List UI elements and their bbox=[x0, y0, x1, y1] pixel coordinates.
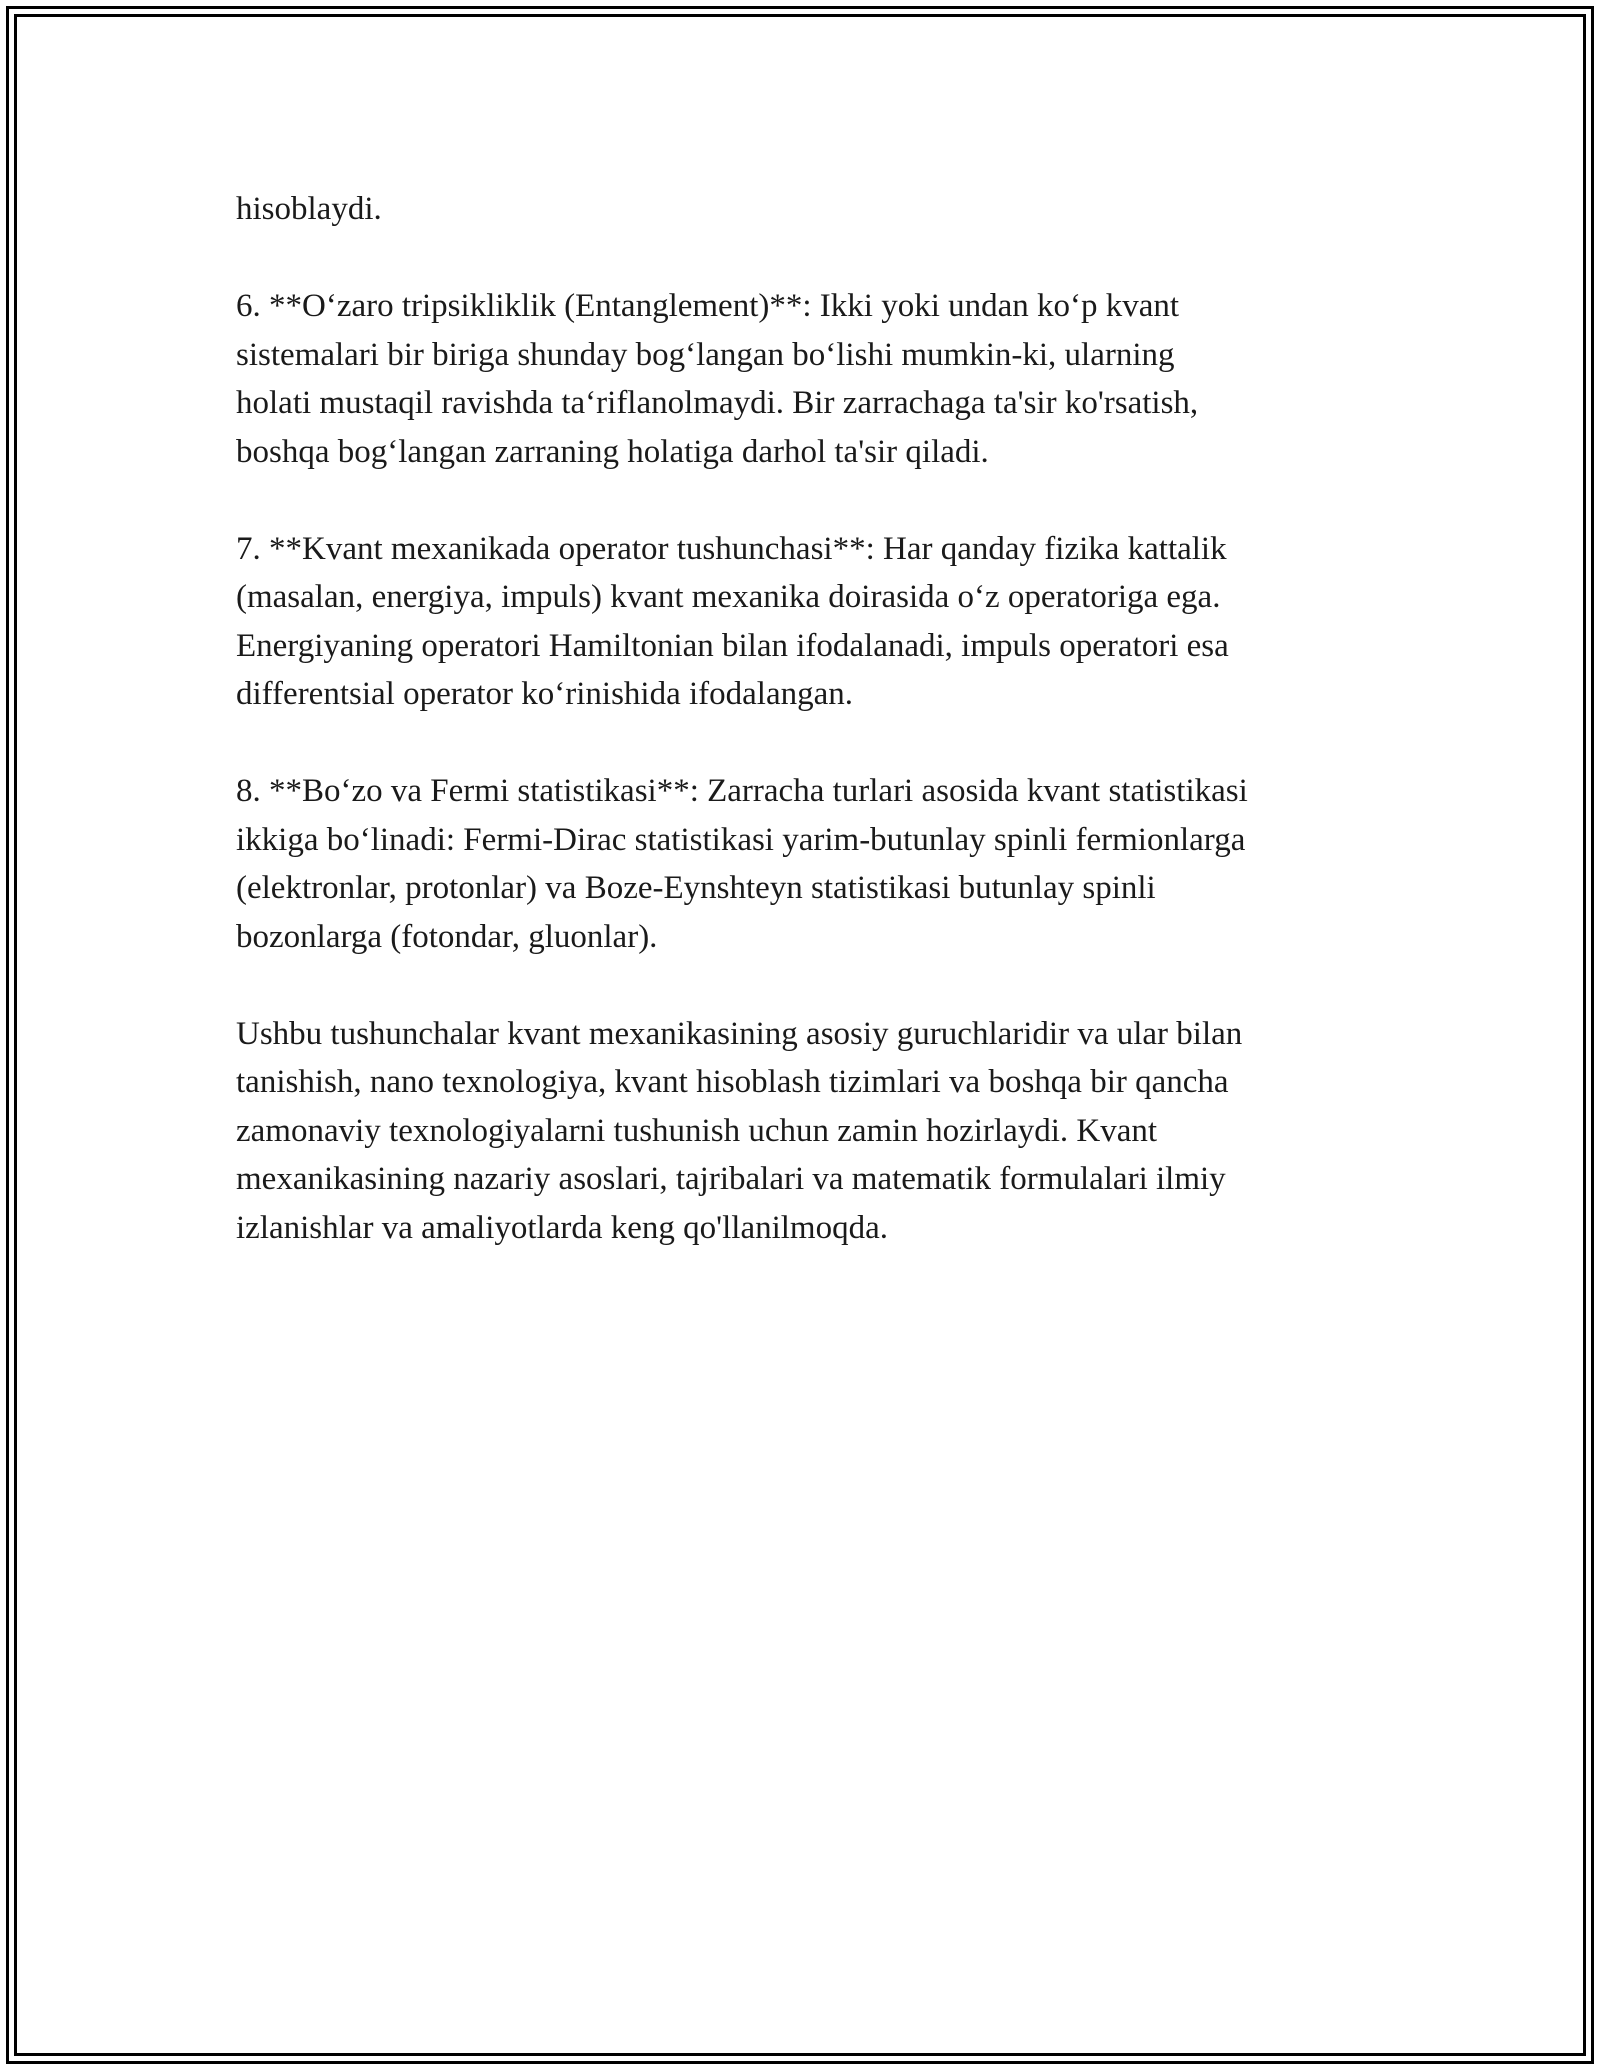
text-line: (masalan, energiya, impuls) kvant mexanika doirasida o‘z operatoriga ega. bbox=[236, 579, 1221, 615]
text-line: ikkiga bo‘linadi: Fermi-Dirac statistikasi yarim-butunlay spinli fermionlarga bbox=[236, 821, 1246, 858]
paragraph-item-8 bbox=[236, 767, 1386, 961]
text-line: izlanishlar va amaliyotlarda keng qo'llanilmoqda. bbox=[236, 1209, 888, 1246]
text-line: (elektronlar, protonlar) va Boze-Eynshteyn statistikasi butunlay spinli bbox=[236, 870, 1156, 906]
document-body bbox=[236, 185, 1386, 1301]
text-line: zamonaviy texnologiyalarni tushunish uchun zamin hozirlaydi. Kvant bbox=[236, 1112, 1158, 1149]
text-line: mexanikasining nazariy asoslari, tajribalari va matematik formulalari ilmiy bbox=[236, 1161, 1226, 1197]
text-line: 8. **Bo‘zo va Fermi statistikasi**: Zarracha turlari asosida kvant statistikasi bbox=[236, 773, 1248, 809]
paragraph-item-6 bbox=[236, 282, 1386, 476]
text-line: Energiyaning operatori Hamiltonian bilan ifodalanadi, impuls operatori esa bbox=[236, 627, 1229, 664]
text-line: boshqa bog‘langan zarraning holatiga darhol ta'sir qiladi. bbox=[236, 433, 989, 470]
text-line: 6. **O‘zaro tripsikliklik (Entanglement)**: Ikki yoki undan ko‘p kvant bbox=[236, 288, 1180, 324]
text-line: 7. **Kvant mexanikada operator tushunchasi**: Har qanday fizika kattalik bbox=[236, 530, 1227, 567]
paragraph-conclusion bbox=[236, 1010, 1386, 1253]
text-line: sistemalari bir biriga shunday bog‘langan bo‘lishi mumkin-ki, ularning bbox=[236, 336, 1175, 373]
paragraph-continuation bbox=[236, 185, 1386, 234]
text-line: holati mustaqil ravishda ta‘riflanolmaydi. Bir zarrachaga ta'sir ko'rsatish, bbox=[236, 385, 1199, 421]
text-line: tanishish, nano texnologiya, kvant hisoblash tizimlari va boshqa bir qancha bbox=[236, 1064, 1229, 1100]
text-line: bozonlarga (fotondar, gluonlar). bbox=[236, 918, 658, 955]
text-line: hisoblaydi. bbox=[236, 191, 382, 227]
paragraph-item-7 bbox=[236, 525, 1386, 719]
text-line: Ushbu tushunchalar kvant mexanikasining asosiy guruchlaridir va ular bilan bbox=[236, 1015, 1243, 1052]
text-line: differentsial operator ko‘rinishida ifodalangan. bbox=[236, 676, 854, 712]
